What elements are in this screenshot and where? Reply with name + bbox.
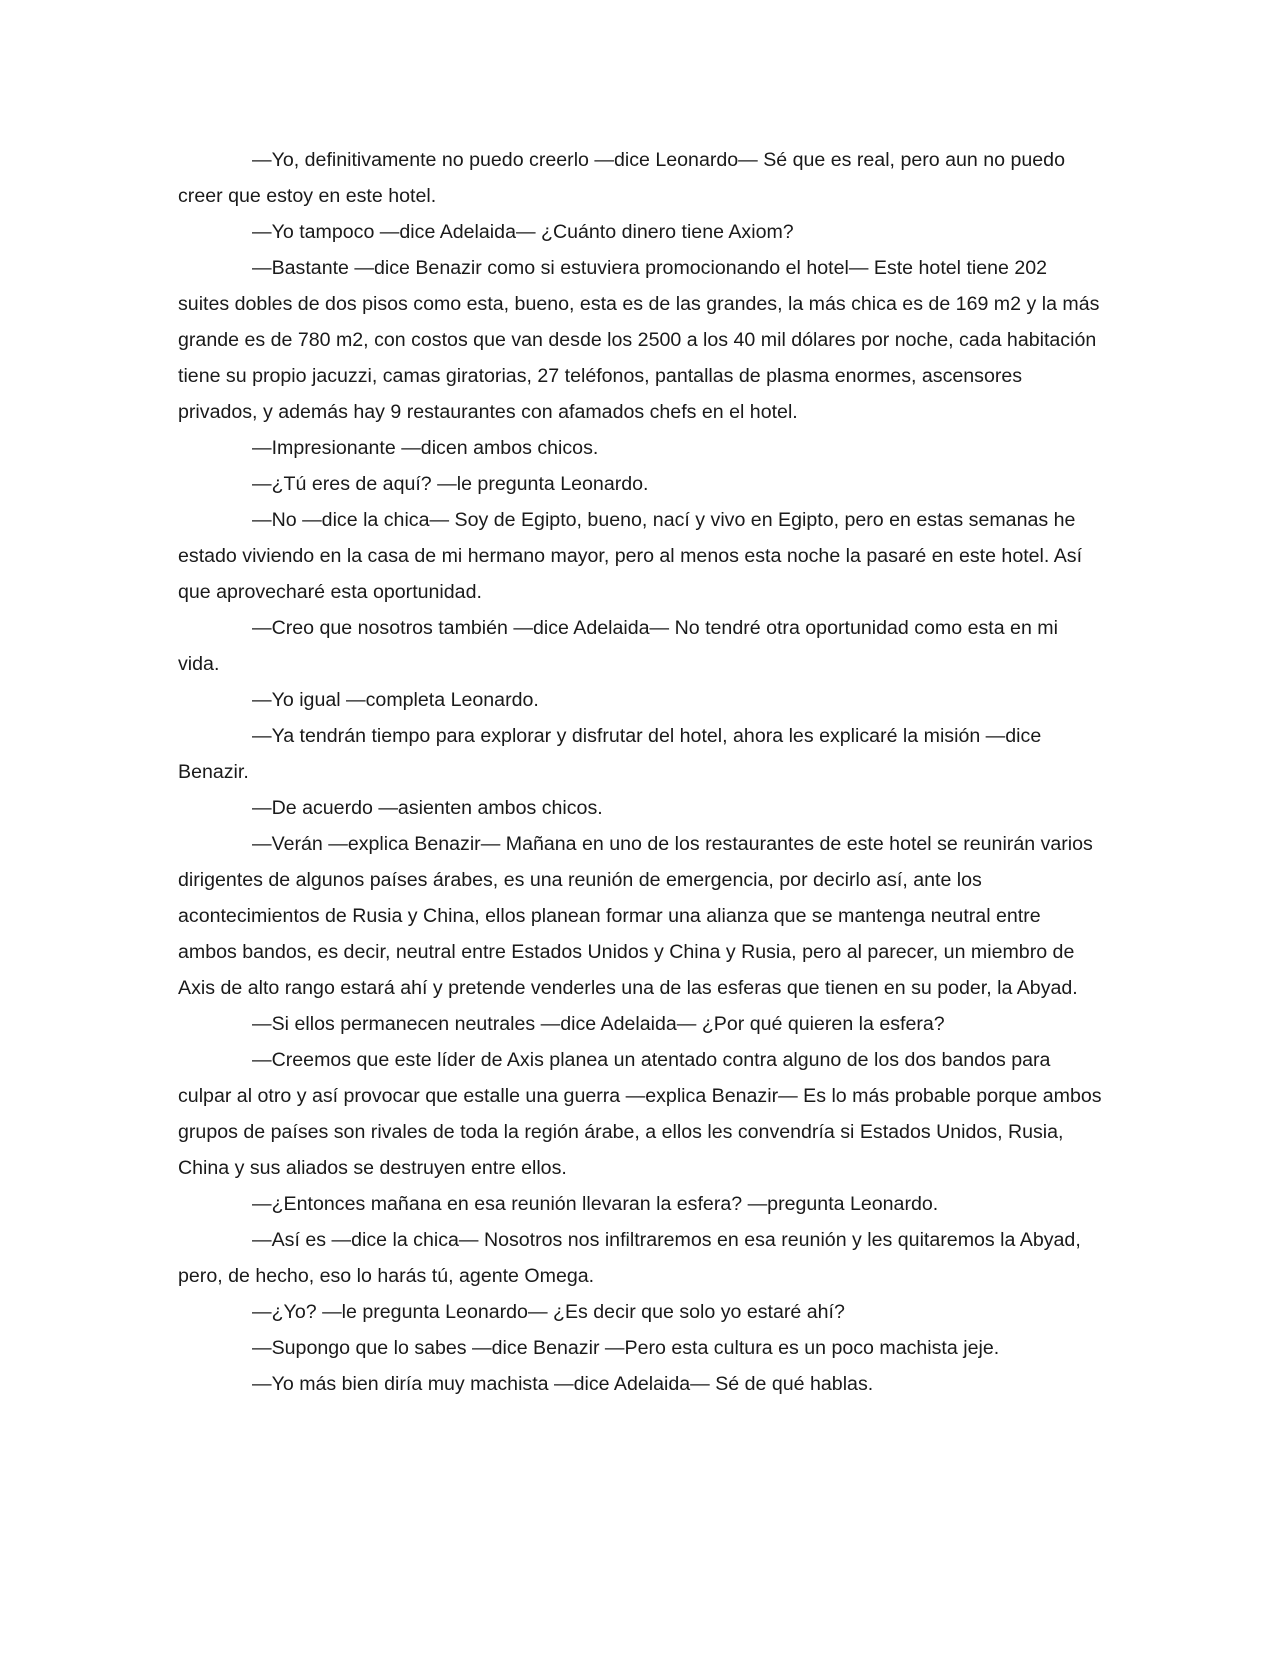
paragraph: —No —dice la chica— Soy de Egipto, bueno, nací y vivo en Egipto, pero en estas semanas he estado viviendo en la casa de mi hermano mayor, pero al menos esta noche la pasaré en este hotel. Así que aprovecharé esta oportunidad. — [178, 509, 1083, 603]
paragraph: —Bastante —dice Benazir como si estuviera promocionando el hotel— Este hotel tiene 202 suites dobles de dos pisos como esta, bueno, esta es de las grandes, la más chica es de 169 m2 y la más grande es de 780 m2, con costos que van desde los 2500 a los 40 mil dólares por noche, cada habitación tiene su propio jacuzzi, camas giratorias, 27 teléfonos, pantallas de plasma enormes, ascensores privados, y además hay 9 restaurantes con afamados chefs en el hotel. — [178, 257, 1100, 423]
paragraph: —Yo tampoco —dice Adelaida— ¿Cuánto dinero tiene Axiom? — [252, 221, 794, 243]
paragraph: —¿Tú eres de aquí? —le pregunta Leonardo. — [252, 473, 649, 495]
paragraph: —Yo más bien diría muy machista —dice Adelaida— Sé de qué hablas. — [252, 1373, 874, 1395]
paragraph: —Creemos que este líder de Axis planea un atentado contra alguno de los dos bandos para culpar al otro y así provocar que estalle una guerra —explica Benazir— Es lo más probable porque ambos grupos de países son rivales de toda la región árabe, a ellos les convendría si Estados Unidos, Rusia, China y sus aliados se destruyen entre ellos. — [178, 1049, 1102, 1179]
document-page — [178, 142, 1102, 1402]
paragraph: —¿Entonces mañana en esa reunión llevaran la esfera? —pregunta Leonardo. — [252, 1193, 939, 1215]
paragraph: —Yo igual —completa Leonardo. — [252, 689, 539, 711]
paragraph: —Creo que nosotros también —dice Adelaida— No tendré otra oportunidad como esta en mi vida. — [178, 617, 1058, 675]
paragraph: —Así es —dice la chica— Nosotros nos infiltraremos en esa reunión y les quitaremos la Abyad, pero, de hecho, eso lo harás tú, agente Omega. — [178, 1229, 1081, 1287]
paragraph: —Si ellos permanecen neutrales —dice Adelaida— ¿Por qué quieren la esfera? — [252, 1013, 945, 1035]
paragraph: —Verán —explica Benazir— Mañana en uno de los restaurantes de este hotel se reunirán varios dirigentes de algunos países árabes, es una reunión de emergencia, por decirlo así, ante los acontecimientos de Rusia y China, ellos planean formar una alianza que se mantenga neutral entre ambos bandos, es decir, neutral entre Estados Unidos y China y Rusia, pero al parecer, un miembro de Axis de alto rango estará ahí y pretende venderles una de las esferas que tienen en su poder, la Abyad. — [178, 833, 1093, 999]
paragraph: —Supongo que lo sabes —dice Benazir —Pero esta cultura es un poco machista jeje. — [252, 1337, 1000, 1359]
paragraph: —¿Yo? —le pregunta Leonardo— ¿Es decir que solo yo estaré ahí? — [252, 1301, 845, 1323]
paragraph: —Yo, definitivamente no puedo creerlo —dice Leonardo— Sé que es real, pero aun no puedo creer que estoy en este hotel. — [178, 149, 1065, 207]
paragraph: —De acuerdo —asienten ambos chicos. — [252, 797, 603, 819]
paragraph: —Ya tendrán tiempo para explorar y disfrutar del hotel, ahora les explicaré la misión —dice Benazir. — [178, 725, 1042, 783]
paragraph: —Impresionante —dicen ambos chicos. — [252, 437, 599, 459]
